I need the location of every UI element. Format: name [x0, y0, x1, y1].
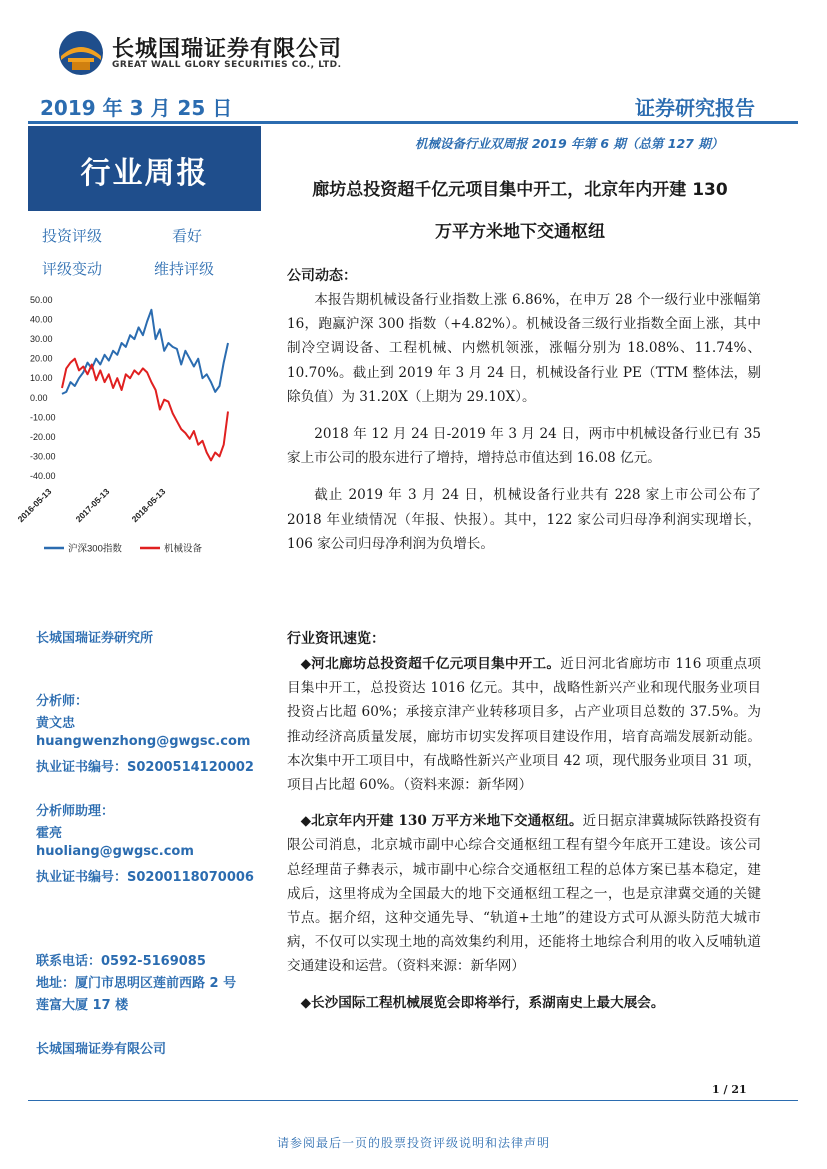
- news-item-langfang-text: 近日河北省廊坊市 116 项重点项目集中开工，总投资达 1016 亿元。其中，战略性新兴产业和现代服务业项目投资占比超 60%；承接京津产业转移项目多，占产业项目总数的 37.5%。为推动经济高质量发展，廊坊市切实发挥项目建设作用，培育高端发展新动能。本次集中开工项目中，有战略性新兴产业项目 42 项，现代服务业项目 31 项，项目占比超 60%。（资料来源：新华网）: [287, 656, 761, 794]
- y-tick-label: 40.00: [30, 314, 53, 325]
- x-tick-label: 2018-05-13: [129, 486, 168, 525]
- news-item-beijing-lead: ◆北京年内开建 130 万平方米地下交通枢纽。: [300, 813, 583, 830]
- headline-line1: 廊坊总投资超千亿元项目集中开工，北京年内开建 130: [312, 180, 728, 200]
- y-tick-label: 10.00: [30, 373, 53, 384]
- issue-line: 机械设备行业双周报 2019 年第 6 期（总第 127 期）: [415, 136, 724, 151]
- x-tick-label: 2017-05-13: [73, 486, 112, 525]
- paragraph-index: 本报告期机械设备行业指数上涨 6.86%，在申万 28 个一级行业中涨幅第 16，跑赢沪深 300 指数（+4.82%）。机械设备三级行业指数全面上涨，其中制冷空调设备、工程机械、内燃机领涨，涨幅分别为 18.08%、11.74%、10.70%。截止到 2019 年 3 月 24 日，机械设备行业 PE（TTM 整体法，剔除负值）为 31.20X（上期为 29.10X）。: [287, 292, 761, 405]
- y-tick-label: 20.00: [30, 353, 53, 364]
- contact-phone: 联系电话：0592-5169085: [36, 954, 206, 969]
- contact-address-line1: 地址：厦门市思明区莲前西路 2 号: [36, 976, 237, 991]
- weekly-title: 行业周报: [80, 156, 209, 191]
- y-tick-label: -10.00: [30, 412, 56, 423]
- company-footer-name: 长城国瑞证券有限公司: [36, 1042, 167, 1057]
- contact-address-line2: 莲富大厦 17 楼: [36, 998, 129, 1013]
- company-logo: [58, 30, 104, 76]
- report-date: 2019 年 3 月 25 日: [40, 96, 233, 120]
- industry-news-heading: 行业资讯速览：: [287, 631, 385, 647]
- news-item-langfang-lead: ◆河北廊坊总投资超千亿元项目集中开工。: [300, 656, 561, 672]
- rating-change-label: 评级变动: [42, 260, 103, 278]
- analyst-email: huangwenzhong@gwgsc.com: [36, 734, 251, 749]
- y-tick-label: -20.00: [30, 431, 56, 442]
- company-news-body: [287, 288, 761, 556]
- x-tick-label: 2016-05-13: [15, 486, 54, 525]
- rating-value: 看好: [172, 227, 203, 245]
- legend-label: 机械设备: [164, 543, 203, 555]
- y-tick-label: -30.00: [30, 451, 56, 462]
- analyst-label: 分析师：: [36, 694, 89, 709]
- y-tick-label: -40.00: [30, 471, 56, 481]
- paragraph-holdings: 2018 年 12 月 24 日-2019 年 3 月 24 日，两市中机械设备行业已有 35 家上市公司的股东进行了增持，增持总市值达到 16.08 亿元。: [287, 426, 761, 467]
- series-line: [62, 359, 228, 461]
- company-name-cn: 长城国瑞证券有限公司: [112, 37, 343, 62]
- assistant-label: 分析师助理：: [36, 804, 115, 819]
- company-name-en: GREAT WALL GLORY SECURITIES CO., LTD.: [112, 60, 342, 70]
- rating-label: 投资评级: [42, 227, 103, 245]
- news-item-langfang: [287, 652, 761, 797]
- rating-change-value: 维持评级: [154, 260, 215, 278]
- report-type: 证券研究报告: [635, 96, 755, 120]
- y-tick-label: 0.00: [30, 392, 48, 403]
- footer-divider: [28, 1100, 798, 1101]
- header-divider: [28, 121, 798, 124]
- disclaimer-link[interactable]: 请参阅最后一页的股票投资评级说明和法律声明: [276, 1136, 550, 1150]
- weekly-title-box: [28, 126, 261, 211]
- company-news-heading: 公司动态：: [287, 268, 357, 284]
- page-number: 1 / 21: [712, 1083, 747, 1096]
- paragraph-earnings: 截止 2019 年 3 月 24 日，机械设备行业共有 228 家上市公司公布了 2018 年业绩情况（年报、快报）。其中，122 家公司归母净利润实现增长，106 家公司归母净利润为负增长。: [287, 487, 761, 552]
- assistant-cert: 执业证书编号：S0200118070006: [36, 870, 254, 885]
- assistant-name: 霍亮: [36, 826, 63, 841]
- y-tick-label: 30.00: [30, 334, 53, 345]
- industry-news-body: [287, 652, 761, 1015]
- index-comparison-chart: [15, 288, 260, 568]
- legend-label: 沪深300指数: [68, 543, 122, 555]
- news-item-changsha: [287, 991, 761, 1015]
- institute-name: 长城国瑞证券研究所: [36, 631, 154, 646]
- headline-line2: 万平方米地下交通枢纽: [435, 222, 605, 242]
- news-item-beijing: [287, 809, 761, 978]
- news-item-changsha-lead: ◆长沙国际工程机械展览会即将举行，系湖南史上最大展会。: [300, 994, 665, 1011]
- analyst-name: 黄文忠: [36, 716, 76, 731]
- news-item-beijing-text: 近日据京津冀城际铁路投资有限公司消息，北京城市副中心综合交通枢纽工程有望今年底开工建设。该公司总经理苗子彝表示，城市副中心综合交通枢纽工程的总体方案已基本稳定，建成后，这里将成为全国最大的地下交通枢纽工程之一，也是京津冀交通的关键节点。据介绍，这种交通先导、“轨道+土地”的建设方式可从源头防范大城市病，不仅可以实现土地的高效集约利用，还能将土地综合利用的收入反哺轨道交通建设和运营。（资料来源：新华网）: [287, 813, 762, 975]
- analyst-cert: 执业证书编号：S0200514120002: [36, 760, 254, 775]
- series-line: [62, 310, 228, 394]
- assistant-email: huoliang@gwgsc.com: [36, 844, 194, 859]
- y-tick-label: 50.00: [30, 295, 53, 305]
